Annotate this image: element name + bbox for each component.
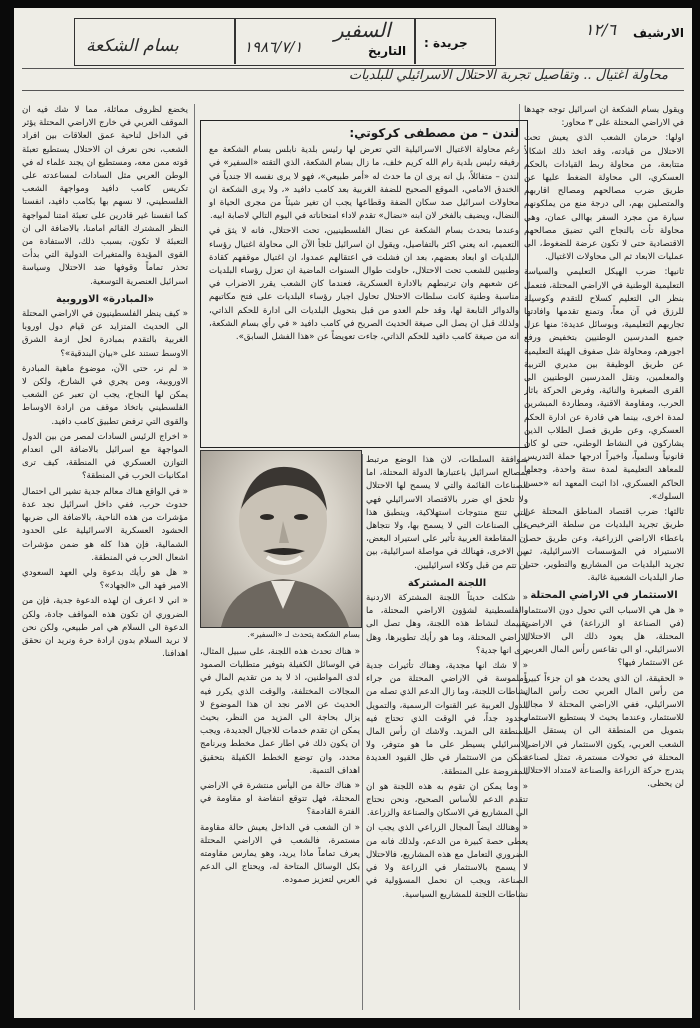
paragraph: « وما يمكن ان تقوم به هذه اللجنة هو ان تتقدم الدعم للأساس الصحيح، ونحن نحتاج الى المشاريع في الاسكان والصناعة والزراعة. [366, 781, 528, 819]
portrait-illustration [201, 451, 361, 627]
paragraph: « شكلت حديثاً اللجنة المشتركة الاردنية والفلسطينية لشؤون الاراضي المحتلة، ما تقييمك لنشاط هذه اللجنة، وهل تصل الى الاراضي المحتلة، وما هو رأيك تطويرها، وهل ترى انها جدية؟ [366, 593, 528, 656]
newspaper-name: السفير [334, 18, 391, 42]
column-divider [194, 104, 195, 1010]
handwritten-topic: محاولة اغتيال .. وتقاصيل تجربة الاحتلال الاسرائيلي للبلديات [348, 68, 668, 83]
paragraph: بموافقة السلطات، لان هذا الوضع مرتبط بمصالح اسرائيل باعتبارها الدولة المحتلة، اما الصناعات القائمة والتي لا يسمح لها الاحتلال ولا تلحق اي ضرر بالاقتصاد الاسرائيلي فهي التي تنتج منتوجات استهلاكية، وينطبق هذا على الصناعات التي لا يسمح بها، ولا نتجاهل ان المقاطعة العربية تأثير على استيراد البعض، بين الاخرى، فهنالك في مواصلة اسرائيلية، بين ان تتم من قبل وكلاء اسرائيليين. [366, 455, 528, 571]
paragraph: « ان الشعب في الداخل يعيش حالة مقاومة مستمرة، فالشعب في الاراضي المحتلة يعرف تماماً ماذا يريد، وهو يمارس مقاومته بكل الوسائل المتاحة له، ويحتاج الى الدعم العربي لتعزيز صموده. [200, 822, 360, 886]
section-subhead: الاستثمار في الاراضي المحتلة [530, 590, 678, 602]
article-column-center [366, 454, 528, 1010]
header-divider [414, 18, 416, 64]
paragraph: « هناك حالة من اليأس منتشرة في الاراضي المحتلة، فهل تتوقع انتفاضة او مقاومة في الفترة القادمة؟ [200, 781, 360, 818]
photo-caption: بسام الشكعة يتحدث لـ «السفير». [247, 630, 360, 639]
paragraph: « لم نر، حتى الآن، موضوع ماهية المبادرة الاوروبية، ومن يجري في الشارع، ولكن لا يمكن لها النجاح، يجب ان تعبر عن الشعب الفلسطيني باتخاذ موقف من ارادة الاوساط والقوى التي ترفض تطبيق كامب دافيد. [22, 363, 188, 427]
paragraph: « الحقيقة، ان الذي يحدث هو ان جزءاً كبيراً من رأس المال العربي تحت رأس المال الاسرائيلي، ففي الاراضي المحتلة لا مجال للاستثمار، وعندما بحيث لا يستطيع الاستثمار بتمويل من المنطقة الى ان يستقل الى الشعب العربي، يكون الاستثمار في الاراضي المحتلة في تحولات مستمرة، تمثل لصناعة يتدرج حركة الزراعة والصناعة لامتداد الاحتلال لن يحظى. [524, 673, 684, 790]
paragraph: اولها: حرمان الشعب الذي يعيش تحت الاحتلال من قيادته، وقد اتخذ ذلك اشكالاً متتابعة، من محاولة ربط القيادات بالحكم العسكري، الى محاولة الضغط عليها عن طريق ضرب مصالحهم ومصالح اقاربهم والمتصلين بهم، الى درجة منع من يملكونهم سيارة من مجرد السفر بهاالى عمان، وهي محاولة تأت بالنجاح التي تضيق مصالحهم الاقتصادية حتى لا تكون عرضة للضغوط، الى عمليات الابعاد ثم الى محاولات الاغتيال. [524, 133, 684, 263]
header-divider [234, 18, 236, 64]
paragraph: « اني لا اعرف ان لهذه الدعوة جدية، فإن من الضروري ان تكون هذه المواقف جادة، ولكن الدعوة الى السلام هي امر طبيعي، ولكن نحن لا نريد السلام بدون ارادة حرة ونريد ان نحقق اهدافنا. [22, 596, 188, 660]
column-divider [362, 454, 363, 1010]
lead-article-box [200, 120, 528, 448]
paragraph: يخضع لظروف مماثلة، مما لا شك فيه ان الموقف العربي في خارج الاراضي المحتلة يؤثر في الداخل لناحية عمق العلاقات بين افراد الشعب، نحن نعرف ان الاحتلال يستطيع تعبئة قوته ممن معه، ومستطيع ان يجند علماء له في الوطن العربي مثل السادات لمساعدته على تكريس كامب دافيد ومواجهة الشعب الفلسطيني، لا نسهم بها بكامب دافيد، انفسنا كما انفسنا غير قادرين على تعبئة امتنا لمواجهة النظر المشترك القائم امامنا، بالاضافة الى ان التعبئة لا تكون، بسبب ذلك، الاستفادة من القوى المؤيدة والمتغيرات الدولية التي بدأت تحذر تماماً وقوفها ضد الاحتلال وسياسة اسرائيل العنصرية التوسعية. [22, 105, 188, 287]
article-column-left [22, 104, 188, 1010]
paragraph: « لا شك انها مجدية، وهناك تأثيرات جدية وملموسة في الاراضي المحتلة من جراء نشاطات اللجنة، وما زال الدعم الذي تصله من الدول العربية عبر القنوات الرسمية، والتمويل محدود جداً، في الوقت الذي تحتاج فيه المنطقة الى المزيد. ولاشك ان رأس المال الاسرائيلي يسيطر على ما هو متوفر، ولا نتمكن من الاستثمار في ظل القيود العديدة المفروضة على المنطقة. [366, 661, 528, 777]
archive-label: الارشيف [633, 26, 684, 40]
paragraph: ثانيها: ضرب الهيكل التعليمي والسياسة التعليمية الوطنية في الاراضي المحتلة، فتعمل بنظر الى التعليم كسلاح للتقدم وكوسيلة للرزق في آن معاً، وتمنع تقدمها وافادتها تجاربهم التعليمية، وبوسائل عديدة: منها عزل جميع المدرسين الوطنيين بتخفيض ورفع اجورهم، ومحاولة شل صفوف الهيئة التعليمية عن طريق الوظيفة بين مديري التربية والمعلمين، ونقل المدرسين الوطنيين الى القرى الصغيرة والنائية، وفرض الحركة باثار الحرب، ومقاومة الاقنية، ومطاردة المبشرين لمدة اخرى، بينما هي قادرة عن ادارة الحكم العسكري، وعن طريق فصل الطلاب الذين يشاركون في النشاط الوطني، حتى لو كان قانونياً وسلمياً، واخيراً ادرجها حملة التدريس للمعاهد التعليمية لمدة ستة واحدة، وجعلها الحاكم العسكري، اذا اثبت المعهد انه «حسن السلوك». [524, 267, 684, 502]
date-label: التاريخ [368, 44, 407, 58]
newspaper-clipping [14, 8, 692, 1018]
paragraph: « اخراج الرئيس السادات لمصر من بين الدول المواجهة مع اسرائيل بالاضافة الى انعدام التوازن العسكري في المنطقة، كيف ترى امكانيات الحرب في المنطقة؟ [22, 431, 188, 482]
paragraph: « وهنالك ايضاً المجال الزراعي الذي يجب ان يعطى حصة كبيرة من الدعم، ولذلك فانه من الضروري التعامل مع هذه المشاريع، فالاحتلال لا يسمح بالاستثمار في الزراعة ولا في الصناعة، ويجب ان نحمل المسؤولية في نشاطات اللجنة للمشاريع السياسية. [366, 823, 528, 900]
paragraph: « هل هو رأيك بدعوة ولي العهد السعودي الامير فهد الى «الجهاد»؟ [22, 567, 188, 592]
subject-name: بسام الشكعة [86, 36, 179, 56]
paragraph: ويقول بسام الشكعة ان اسرائيل توجه جهدها في الاراضي المحتلة على ٣ محاور: [524, 105, 684, 129]
date-value: ١٩٨٦/٧/١ [244, 38, 303, 56]
paragraph: ثالثها: ضرب اقتصاد المناطق المحتلة عن طريق تجريد البلديات من سلطة الترخيص، باعطاء الاراضي الزراعية، وعن طريق حصر الاستيراد في المؤسسات الاسرائيلية، ثم تجريد البلديات من المشاريع والتطوير، حتى صار البلديات الشعبية غائبة. [524, 507, 684, 584]
handwritten-reference: ١٢/٦ [584, 20, 616, 39]
portrait-photo [200, 450, 362, 628]
paragraph: « كيف ينظر الفلسطينيون في الاراضي المحتلة الى الحديث المتزايد عن قيام دول اوروبا الغربية بالتقدم بمبادرة لحل ازمة الشرق الاوسط تستند على «بيان البندقية»؟ [22, 309, 188, 359]
newspaper-label: جريدة : [424, 36, 468, 50]
paragraph: رغم محاولة الاغتيال الاسرائيلية التي تعرض لها رئيس بلدية نابلس بسام الشكعة مع رفيقه رئيس بلدية رام الله كريم خلف، ما زال بسام الشكعة، الذي التقته «السفير» في لندن – متفائلاً، بل انه يرى ان ما حدث له «أمر طبيعي»، فهو لا يرى نفسه الا جندياً في الخندق الامامي، الموقع الصحيح للضفة الغربية بعد كامب دافيد «، ولا يرى الشكعة ان محاولات اسرائيل صد سكان الضفة وقطاعها يجب ان تغير شيئاً من مجرى الحياة او النضال، ويضيف بالفخر لان ابنه «نضال» تقدم لاداء امتحاناته في اليوم التالي لاصابة ابيه. [209, 145, 519, 222]
paragraph: وعندما بتحدث بسام الشكعة عن نضال الفلسطينيين، تحت الاحتلال، فانه لا يثق في التعميم، انه يعني اكثر بالتفاصيل، ويقول ان اسرائيل تلجأ الآن الى محاولة اغتيال رؤساء البلديات او ابعاد بعضهم، بعد ان فشلت في اعتقالهم عمدوا، ان اغتيال موقفهم كقادة وطنيين للشعب تحت الاحتلال، حاولت طوال السنوات الماضية ان تعزل رؤساء البلديات عن شعبهم وان ترتبطهم بالادارة العسكرية، فعندما كان الشعب يقرر الاضراب في مناسبة وطنية كانت سلطات الاحتلال تحاول اجبار رؤساء البلديات على فتح مكاتبهم والدوائر التابعة لها، وقد حلم العدو من قبل بتحويل البلديات الى ادارة للحكم الذاتي، ولذلك قبل ان يصل الى صيغة الحديث الصريح في كامب دافيد « في رأي بسام الشكعة، انه من صيغة كامب دافيد للحكم الذاتي، جاءت تعويضاً عن «هذا الفشل السابق». [209, 226, 519, 343]
paragraph: « هل هي الاسباب التي تحول دون الاستثمار (في الصناعة او الزراعة) في الاراضي المحتلة، هل يعود ذلك الى الاحتلال الاسرائيلي، او الى تقاعس رأس المال العربي عن الاستثمار فيها؟ [524, 605, 684, 669]
archive-header [14, 8, 692, 100]
article-column-center-left [200, 646, 360, 1010]
header-rule [22, 90, 684, 91]
article-column-right [524, 104, 684, 1010]
section-subhead: «المبادرة» الاوروبية [56, 293, 154, 305]
paragraph: « هناك تحدث هذه اللجنة، على سبيل المثال، في الوسائل الكفيلة بتوفير متطلبات الصمود لدى المواطنين، اذ لا بد من تقديم المال في المجالات المختلفة، والوقت الذي يكرر فيه الحديث عن الامر نجد ان هذا الموضوع لا يزال بحاجة الى المزيد من النظر، بحيث يمكن ان تقدم خدمات للاجيال الجديدة، ويجب ان يكون ذلك في اطار عمل مخطط وبرنامج محدد، وان توضع الخطط الكفيلة بتحقيق اهداف التنمية. [200, 647, 360, 776]
paragraph: « في الواقع هناك معالم جدية تشير الى احتمال حدوث حرب، ففي داخل اسرائيل نجد عدة مؤشرات من هذه الناحية، بالاضافة الى ضربها الحشود العسكرية الاسرائيلية على الحدود الشمالية، فإن هذا كله هو ضمن مؤشرات اشعال الحرب في المنطقة. [22, 486, 188, 563]
article-headline: لندن – من مصطفى كركوتي: [349, 126, 519, 140]
section-subhead: اللجنة المشتركة [407, 577, 487, 589]
